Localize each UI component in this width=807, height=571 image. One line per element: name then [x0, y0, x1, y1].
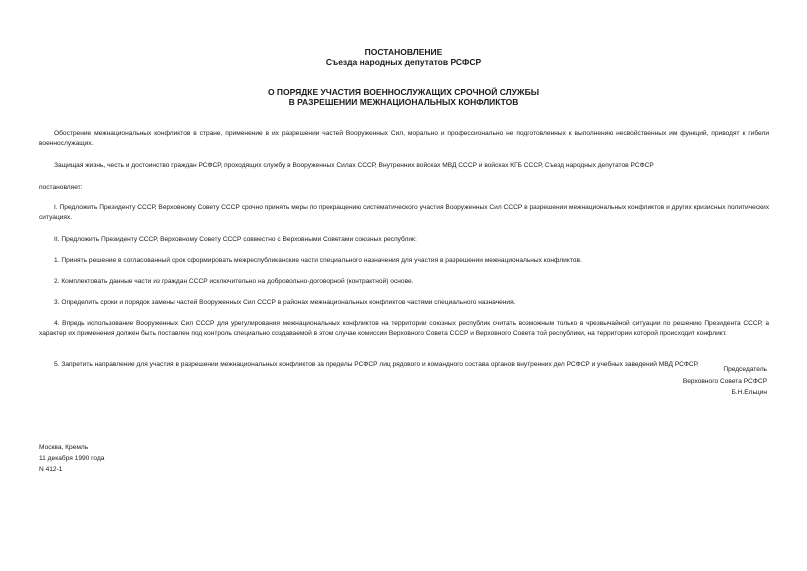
document-issuer: Съезда народных депутатов РСФСР [325, 57, 482, 67]
document-header [0, 47, 807, 67]
paragraph-text: Защищая жизнь, честь и достоинство граждан РСФСР, проходящих службу в Вооруженных Силах СССР, Внутренних войсках МВД СССР и войсках КГБ СССР, Съезд народных депутатов РСФСР [54, 162, 654, 169]
signature-role-1: Председатель [723, 366, 767, 373]
document-footer [39, 442, 104, 475]
subject-line-1: О ПОРЯДКЕ УЧАСТИЯ ВОЕННОСЛУЖАЩИХ СРОЧНОЙ СЛУЖБЫ [267, 87, 540, 97]
footer-place: Москва, Кремль [39, 444, 89, 451]
paragraph-preamble [39, 129, 769, 149]
paragraph-text: постановляет: [39, 184, 83, 191]
footer-date: 11 декабря 1990 года [39, 455, 105, 462]
paragraph-text: I. Предложить Президенту СССР, Верховному Совету СССР срочно принять меры по прекращению систематического участия Вооруженных Сил СССР в разрешении межнациональных конфликтов и других кризисных политических ситуациях. [39, 204, 769, 221]
subject-line-2: В РАЗРЕШЕНИИ МЕЖНАЦИОНАЛЬНЫХ КОНФЛИКТОВ [288, 97, 519, 107]
paragraph-text: 5. Запретить направление для участия в разрешении межнациональных конфликтов за пределы РСФСР лиц рядового и командного состава органов внутренних дел РСФСР и учебных заведений МВД РСФСР. [54, 361, 699, 368]
paragraph-item-1 [39, 256, 769, 266]
paragraph-item-4 [39, 319, 769, 339]
paragraph-text: II. Предложить Президенту СССР, Верховному Совету СССР совместно с Верховными Советами союзных республик: [54, 236, 417, 243]
paragraph-item-3 [39, 298, 769, 308]
paragraph-text: 4. Впредь использование Вооруженных Сил СССР для урегулирования межнациональных конфликтов на территории союзных республик считать возможным только в чрезвычайной ситуации по решению Президента СССР, а характер их применения должен быть поставлен под контроль специально создаваемой в этом случае комиссии Верховного Совета СССР и Верховного Совета той республики, на территории которой происходит конфликт. [39, 320, 769, 337]
paragraph-item-2 [39, 277, 769, 287]
paragraph-item-ii [39, 235, 769, 245]
paragraph-item-5 [39, 360, 769, 370]
document-title: ПОСТАНОВЛЕНИЕ [364, 47, 443, 57]
paragraph-protection [39, 161, 769, 171]
signature-name: Б.Н.Ельцин [731, 389, 767, 396]
paragraph-resolves [39, 183, 769, 193]
paragraph-text: 3. Определить сроки и порядок замены частей Вооруженных Сил СССР в районах межнациональных конфликтов частями специального назначения. [54, 299, 516, 306]
paragraph-item-i [39, 203, 769, 223]
paragraph-text: 1. Принять решение в согласованный срок сформировать межреспубликанские части специального назначения для участия в разрешении межнациональных конфликтов. [54, 257, 582, 264]
signature-block [683, 364, 767, 399]
signature-role-2: Верховного Совета РСФСР [682, 377, 767, 385]
footer-number: N 412-1 [39, 466, 63, 473]
paragraph-text: 2. Комплектовать данные части из граждан СССР исключительно на добровольно-договорной (контрактной) основе. [54, 278, 414, 285]
document-subject [0, 87, 807, 107]
paragraph-text: Обострение межнациональных конфликтов в стране, применение в их разрешении частей Вооруженных Сил, морально и профессионально не подготовленных к выполнению несвойственных им функций, приводят к гибели военнослужащих. [39, 130, 769, 147]
